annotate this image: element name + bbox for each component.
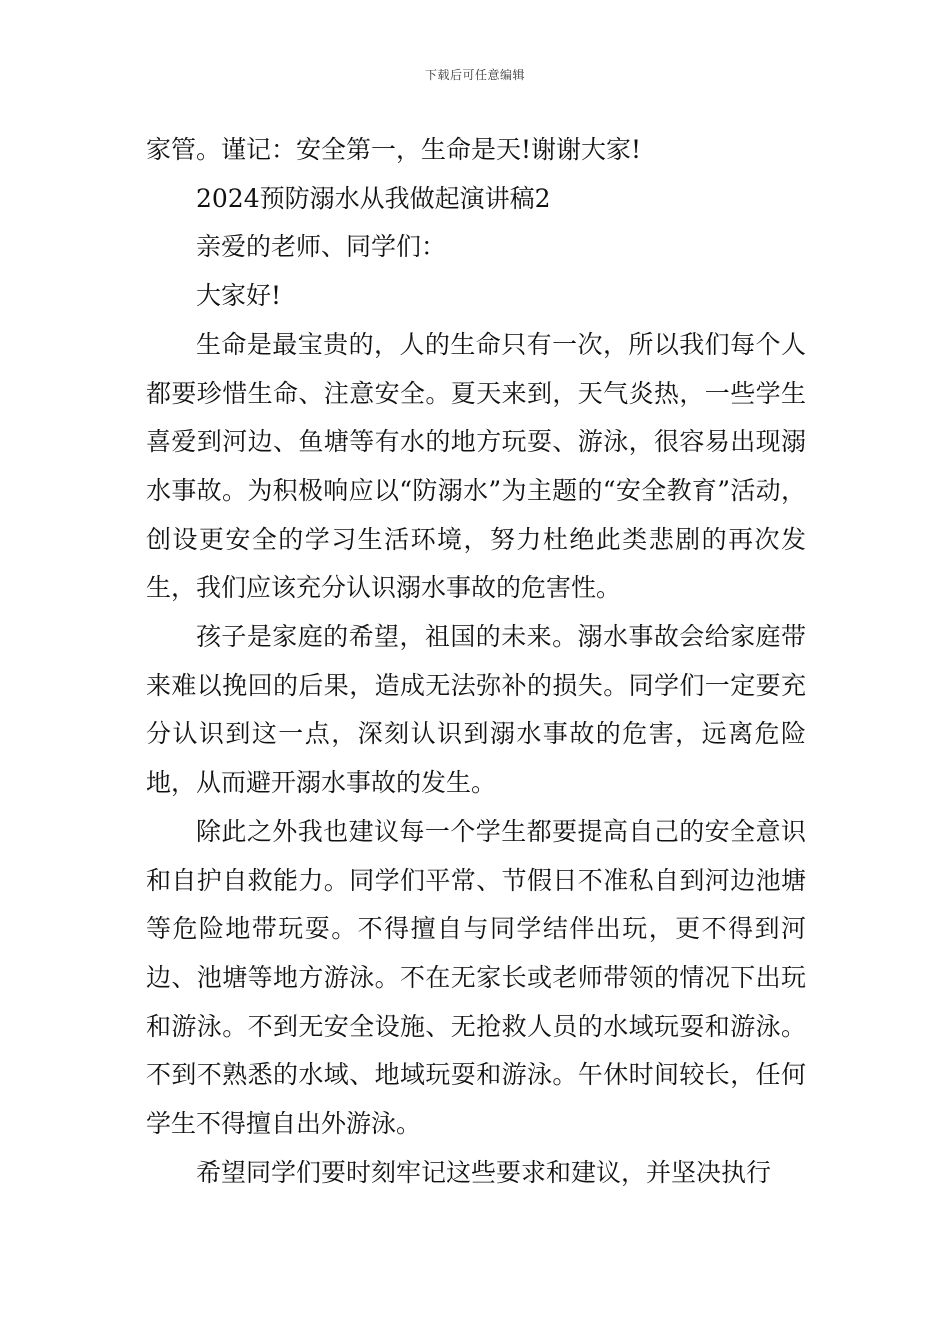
continuation-text: 家管。谨记：安全第一，生命是天!谢谢大家! [146, 135, 642, 164]
speech-title: 2024预防溺水从我做起演讲稿2 [196, 183, 551, 213]
body-paragraph: 希望同学们要时刻牢记这些要求和建议，并坚决执行 [196, 1157, 772, 1187]
greeting: 大家好! [196, 281, 282, 311]
body-paragraph: 孩子是家庭的希望，祖国的未来。溺水事故会给家庭带来难以挽回的后果，造成无法弥补的损失。同学们一定要充分认识到这一点，深刻认识到溺水事故的危害，远离危险地，从而避开溺水事故的发生。 [146, 622, 806, 798]
document-body [146, 126, 806, 1197]
header-note: 下载后可任意编辑 [424, 68, 525, 82]
body-paragraph: 除此之外我也建议每一个学生都要提高自己的安全意识和自护自救能力。同学们平常、节假日不准私自到河边池塘等危险地带玩耍。不得擅自与同学结伴出玩，更不得到河边、池塘等地方游泳。不在无家长或老师带领的情况下出玩和游泳。不到无安全设施、无抢救人员的水域玩耍和游泳。不到不熟悉的水域、地域玩耍和游泳。午休时间较长，任何学生不得擅自出外游泳。 [146, 816, 806, 1139]
body-paragraph: 生命是最宝贵的，人的生命只有一次，所以我们每个人都要珍惜生命、注意安全。夏天来到，天气炎热，一些学生喜爱到河边、鱼塘等有水的地方玩耍、游泳，很容易出现溺水事故。为积极响应以“防溺水”为主题的“安全教育”活动，创设更安全的学习生活环境，努力杜绝此类悲剧的再次发生，我们应该充分认识溺水事故的危害性。 [146, 329, 806, 603]
salutation: 亲爱的老师、同学们： [196, 232, 447, 262]
